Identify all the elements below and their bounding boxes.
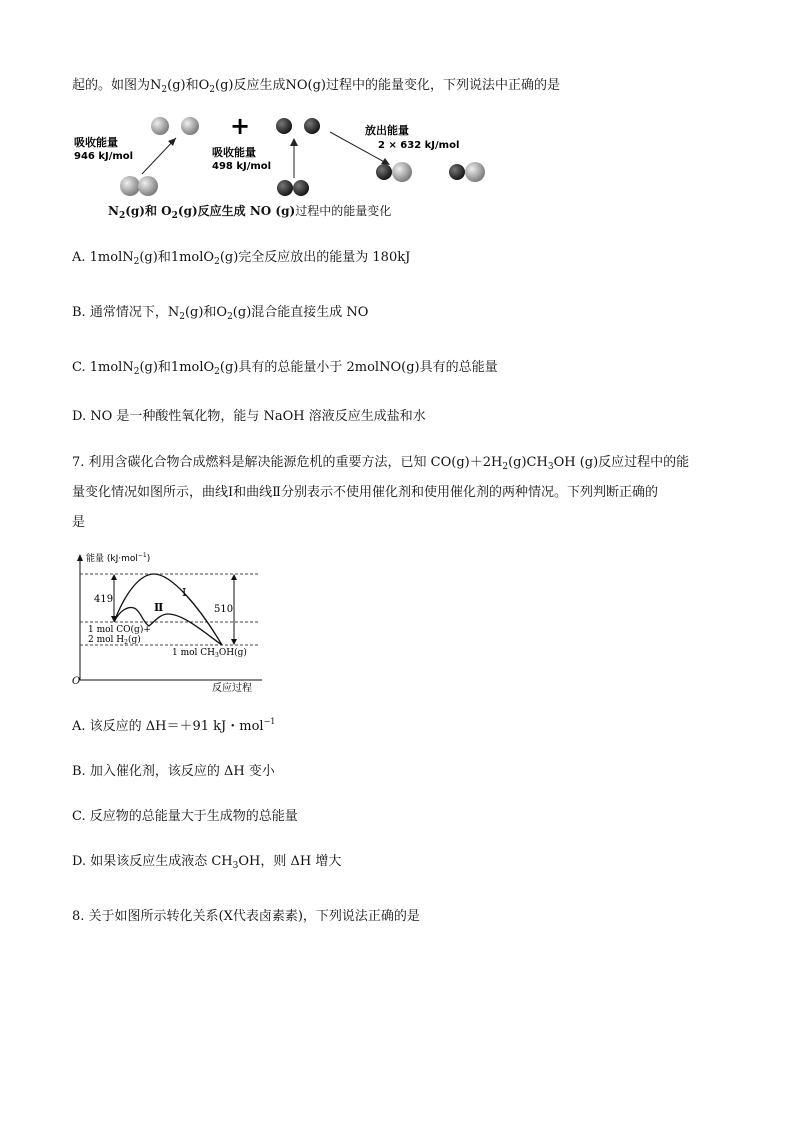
release-label: 放出能量 bbox=[365, 124, 409, 137]
q6-option-c: C. 1molN$_2$(g)和1molO$_2$(g)具有的总能量小于 2molNO(g)具有的总能量 bbox=[72, 360, 498, 377]
energy-profile-diagram bbox=[72, 548, 272, 694]
label-curve-2: Ⅱ bbox=[154, 601, 164, 614]
q7-option-b: B. 加入催化剂，该反应的 ΔH 变小 bbox=[72, 764, 275, 779]
release-value: 2 × 632 kJ/mol bbox=[378, 140, 460, 151]
q6-option-a: A. 1molN$_2$(g)和1molO$_2$(g)完全反应放出的能量为 180kJ bbox=[72, 250, 411, 267]
q6-option-b: B. 通常情况下，$N_2(g)$和$O_2(g)$混合能直接生成 NO bbox=[72, 305, 369, 322]
no-molecule-1-n bbox=[392, 162, 412, 182]
no-molecule-2-n bbox=[465, 162, 485, 182]
absorb-value-n2: 946 kJ/mol bbox=[74, 151, 134, 162]
q8-stem: 8. 关于如图所示转化关系(X代表卤素素)，下列说法正确的是 bbox=[72, 909, 420, 924]
n2-molecule-atom-1 bbox=[120, 176, 140, 196]
label-510: 510 bbox=[214, 604, 234, 615]
origin-label: O bbox=[72, 676, 81, 687]
ylabel-main: 能量 (kJ·mol$^{-1}$) bbox=[86, 552, 151, 564]
n-atom-top-1 bbox=[151, 117, 169, 135]
o2-molecule-atom-2 bbox=[293, 180, 309, 196]
q7-stem-line2: 量变化情况如图所示，曲线Ⅰ和曲线Ⅱ分别表示不使用催化剂和使用催化剂的两种情况。下列判断正确的 bbox=[72, 485, 658, 500]
q6-figure bbox=[72, 112, 512, 224]
o2-molecule-atom-1 bbox=[277, 180, 293, 196]
q7-option-d: D. 如果该反应生成液态 $CH_3OH$，则 ΔH 增大 bbox=[72, 854, 342, 871]
label-curve-1: Ⅰ bbox=[182, 586, 187, 599]
q7-stem-line1: 7. 利用含碳化合物合成燃料是解决能源危机的重要方法，已知 $CO(g)+2H_2(g)CH_3OH$ (g)反应过程中的能 bbox=[72, 455, 690, 472]
absorb-value-o2: 498 kJ/mol bbox=[212, 161, 272, 172]
q7-option-c: C. 反应物的总能量大于生成物的总能量 bbox=[72, 809, 298, 824]
n-atom-top-2 bbox=[181, 117, 199, 135]
n2-molecule-atom-2 bbox=[138, 176, 158, 196]
no-molecule-2-o bbox=[449, 164, 465, 180]
q7-figure bbox=[72, 548, 272, 694]
q6-figure-caption: $N_2(g)$和 $O_2(g)$反应生成 NO (g)过程中的能量变化 bbox=[108, 204, 392, 221]
o-atom-top-2 bbox=[304, 118, 320, 134]
label-419: 419 bbox=[94, 594, 114, 605]
reactant-label-1: 1 mol CO(g)+ bbox=[88, 625, 151, 635]
product-label: 1 mol $CH_3OH(g)$ bbox=[172, 648, 247, 659]
o-atom-top-1 bbox=[276, 118, 292, 134]
absorb-label-o2: 吸收能量 bbox=[212, 146, 256, 159]
absorb-label-n2: 吸收能量 bbox=[74, 136, 118, 149]
plus-sign: + bbox=[230, 112, 251, 140]
q7-option-a: A. 该反应的 ΔH＝＋91 kJ・mol$^{-1}$ bbox=[72, 717, 276, 734]
q6-option-d: D. NO 是一种酸性氧化物，能与 NaOH 溶液反应生成盐和水 bbox=[72, 409, 426, 424]
xlabel: 反应过程 bbox=[212, 683, 252, 694]
reactant-label-2: 2 mol $H_2(g)$ bbox=[88, 635, 141, 646]
q7-stem-line3: 是 bbox=[72, 515, 86, 530]
q6-stem: 起的。如图为$N_2(g)$和$O_2(g)$反应生成NO(g)过程中的能量变化，下列说法中正确的是 bbox=[72, 78, 560, 95]
no-molecule-1-o bbox=[376, 164, 392, 180]
